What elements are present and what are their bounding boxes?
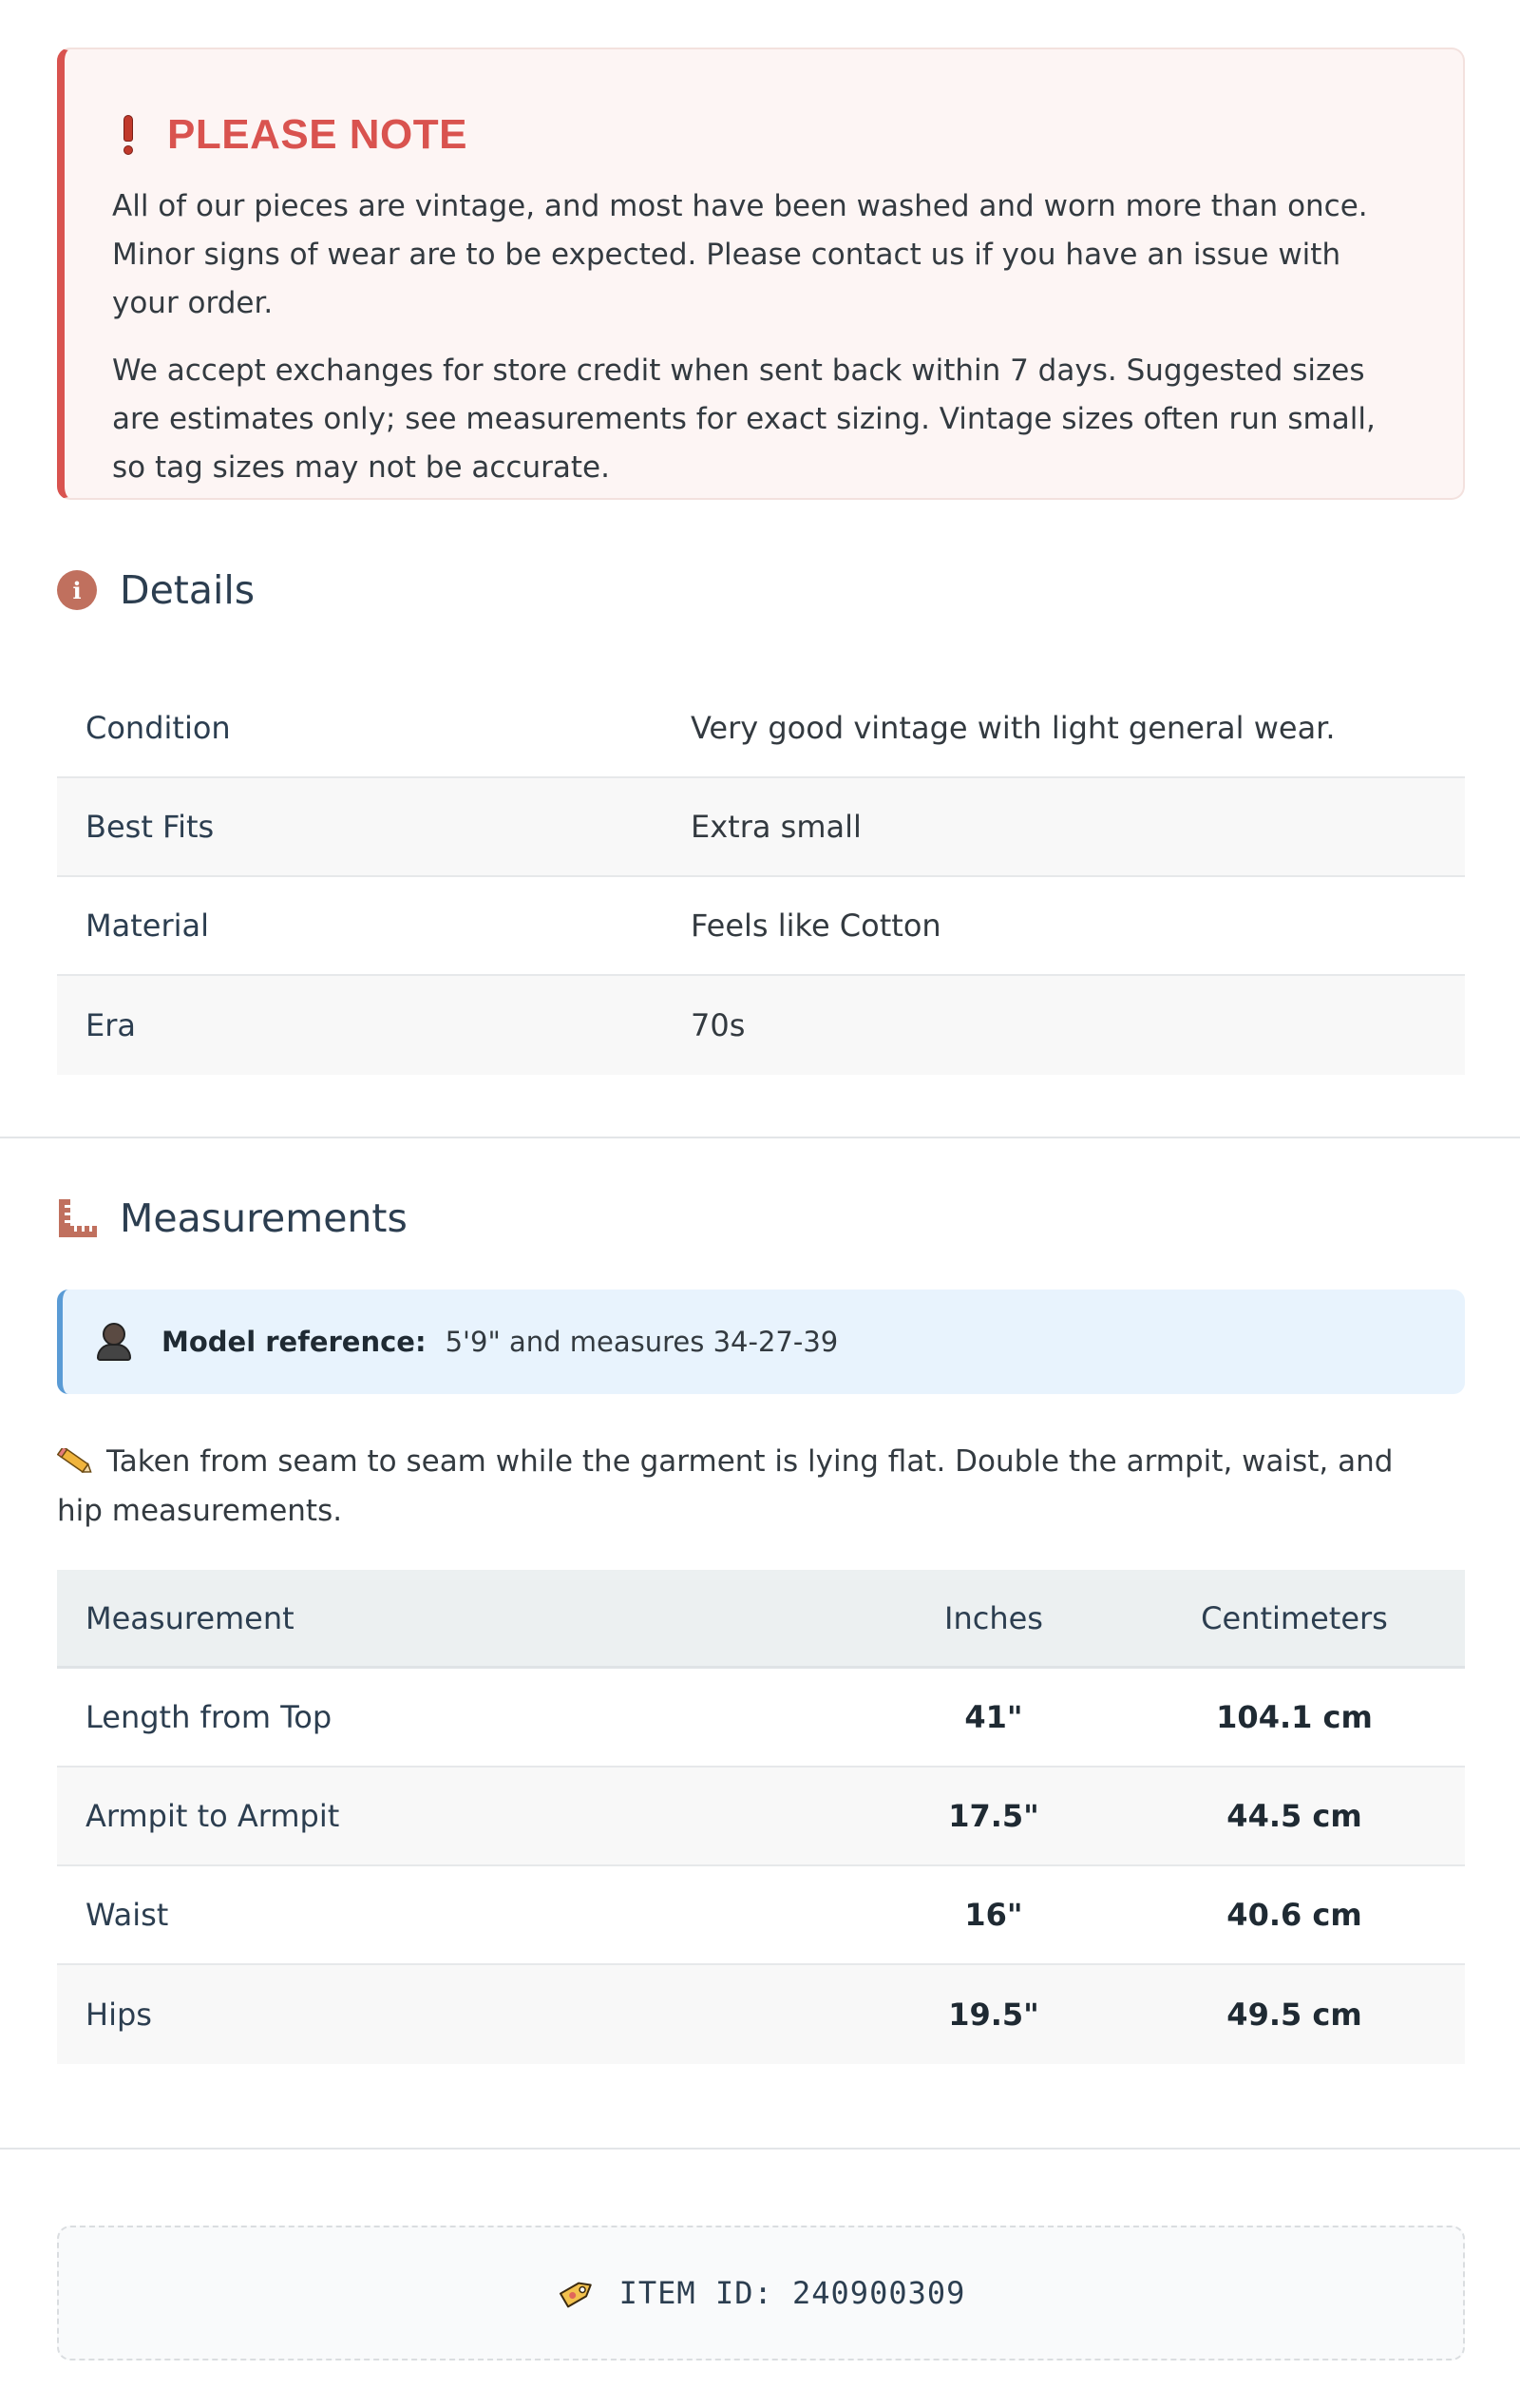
- table-header-row: [57, 1570, 1465, 1669]
- details-label: Material: [86, 908, 209, 944]
- details-table: [57, 679, 1465, 1075]
- column-header-inches: Inches: [944, 1599, 1043, 1636]
- measurement-cm: 40.6 cm: [1226, 1897, 1362, 1933]
- details-row: [57, 679, 1465, 778]
- section-divider: [0, 2148, 1520, 2150]
- table-row: [57, 1866, 1465, 1965]
- notice-paragraph: We accept exchanges for store credit when sent back within 7 days. Suggested sizes are estimates only; see measurements for exact sizing. Vintage sizes often run small, so tag sizes may not be accurate.: [112, 354, 1376, 485]
- details-value: Very good vintage with light general wear.: [691, 710, 1336, 746]
- column-header-centimeters: Centimeters: [1201, 1599, 1388, 1636]
- please-note-box: [57, 48, 1465, 500]
- measurements-table: [57, 1570, 1465, 2064]
- details-label: Best Fits: [86, 809, 215, 845]
- details-value: 70s: [691, 1007, 746, 1043]
- notice-paragraph: All of our pieces are vintage, and most have been washed and worn more than once. Minor signs of wear are to be expected. Please contact us if you have an issue with your order.: [112, 189, 1368, 320]
- details-label: Condition: [86, 710, 231, 746]
- measurement-inches: 41": [964, 1699, 1023, 1735]
- measurement-name: Length from Top: [86, 1699, 332, 1735]
- details-row: [57, 877, 1465, 976]
- measurement-note: [57, 1437, 1406, 1536]
- table-row: [57, 1669, 1465, 1768]
- measurement-inches: 16": [964, 1897, 1023, 1933]
- model-reference-label: Model reference:: [162, 1326, 427, 1358]
- details-title: Details: [120, 567, 256, 613]
- measurement-note-text: Taken from seam to seam while the garment is lying flat. Double the armpit, waist, and hip measurements.: [57, 1444, 1394, 1528]
- measurement-cm: 44.5 cm: [1226, 1798, 1362, 1834]
- details-heading: [57, 567, 255, 613]
- pencil-icon: [57, 1454, 95, 1473]
- details-row: [57, 778, 1465, 877]
- info-icon: i: [57, 570, 97, 610]
- column-header-measurement: Measurement: [86, 1599, 294, 1636]
- ruler-icon: [57, 1197, 99, 1239]
- details-row: [57, 976, 1465, 1075]
- exclamation-icon: [122, 115, 135, 155]
- measurements-heading: [57, 1195, 408, 1241]
- details-value: Extra small: [691, 809, 862, 845]
- notice-title: PLEASE NOTE: [167, 111, 467, 158]
- measurement-name: Hips: [86, 1997, 152, 2033]
- section-divider: [0, 1137, 1520, 1138]
- measurement-inches: 17.5": [948, 1798, 1039, 1834]
- table-row: [57, 1768, 1465, 1866]
- measurements-title: Measurements: [120, 1195, 408, 1241]
- model-reference-value: 5'9" and measures 34-27-39: [445, 1326, 839, 1358]
- item-id-box: [57, 2226, 1465, 2360]
- item-id-text: ITEM ID: 240900309: [618, 2275, 966, 2311]
- notice-header: [112, 106, 1416, 163]
- tag-icon: [557, 2274, 597, 2312]
- table-row: [57, 1965, 1465, 2064]
- details-value: Feels like Cotton: [691, 908, 941, 944]
- measurement-name: Armpit to Armpit: [86, 1798, 340, 1834]
- measurement-name: Waist: [86, 1897, 169, 1933]
- model-reference-box: [57, 1290, 1465, 1394]
- details-label: Era: [86, 1007, 136, 1043]
- measurement-cm: 104.1 cm: [1216, 1699, 1373, 1735]
- measurement-cm: 49.5 cm: [1226, 1997, 1362, 2033]
- measurement-inches: 19.5": [948, 1997, 1039, 2033]
- person-icon: [97, 1323, 131, 1361]
